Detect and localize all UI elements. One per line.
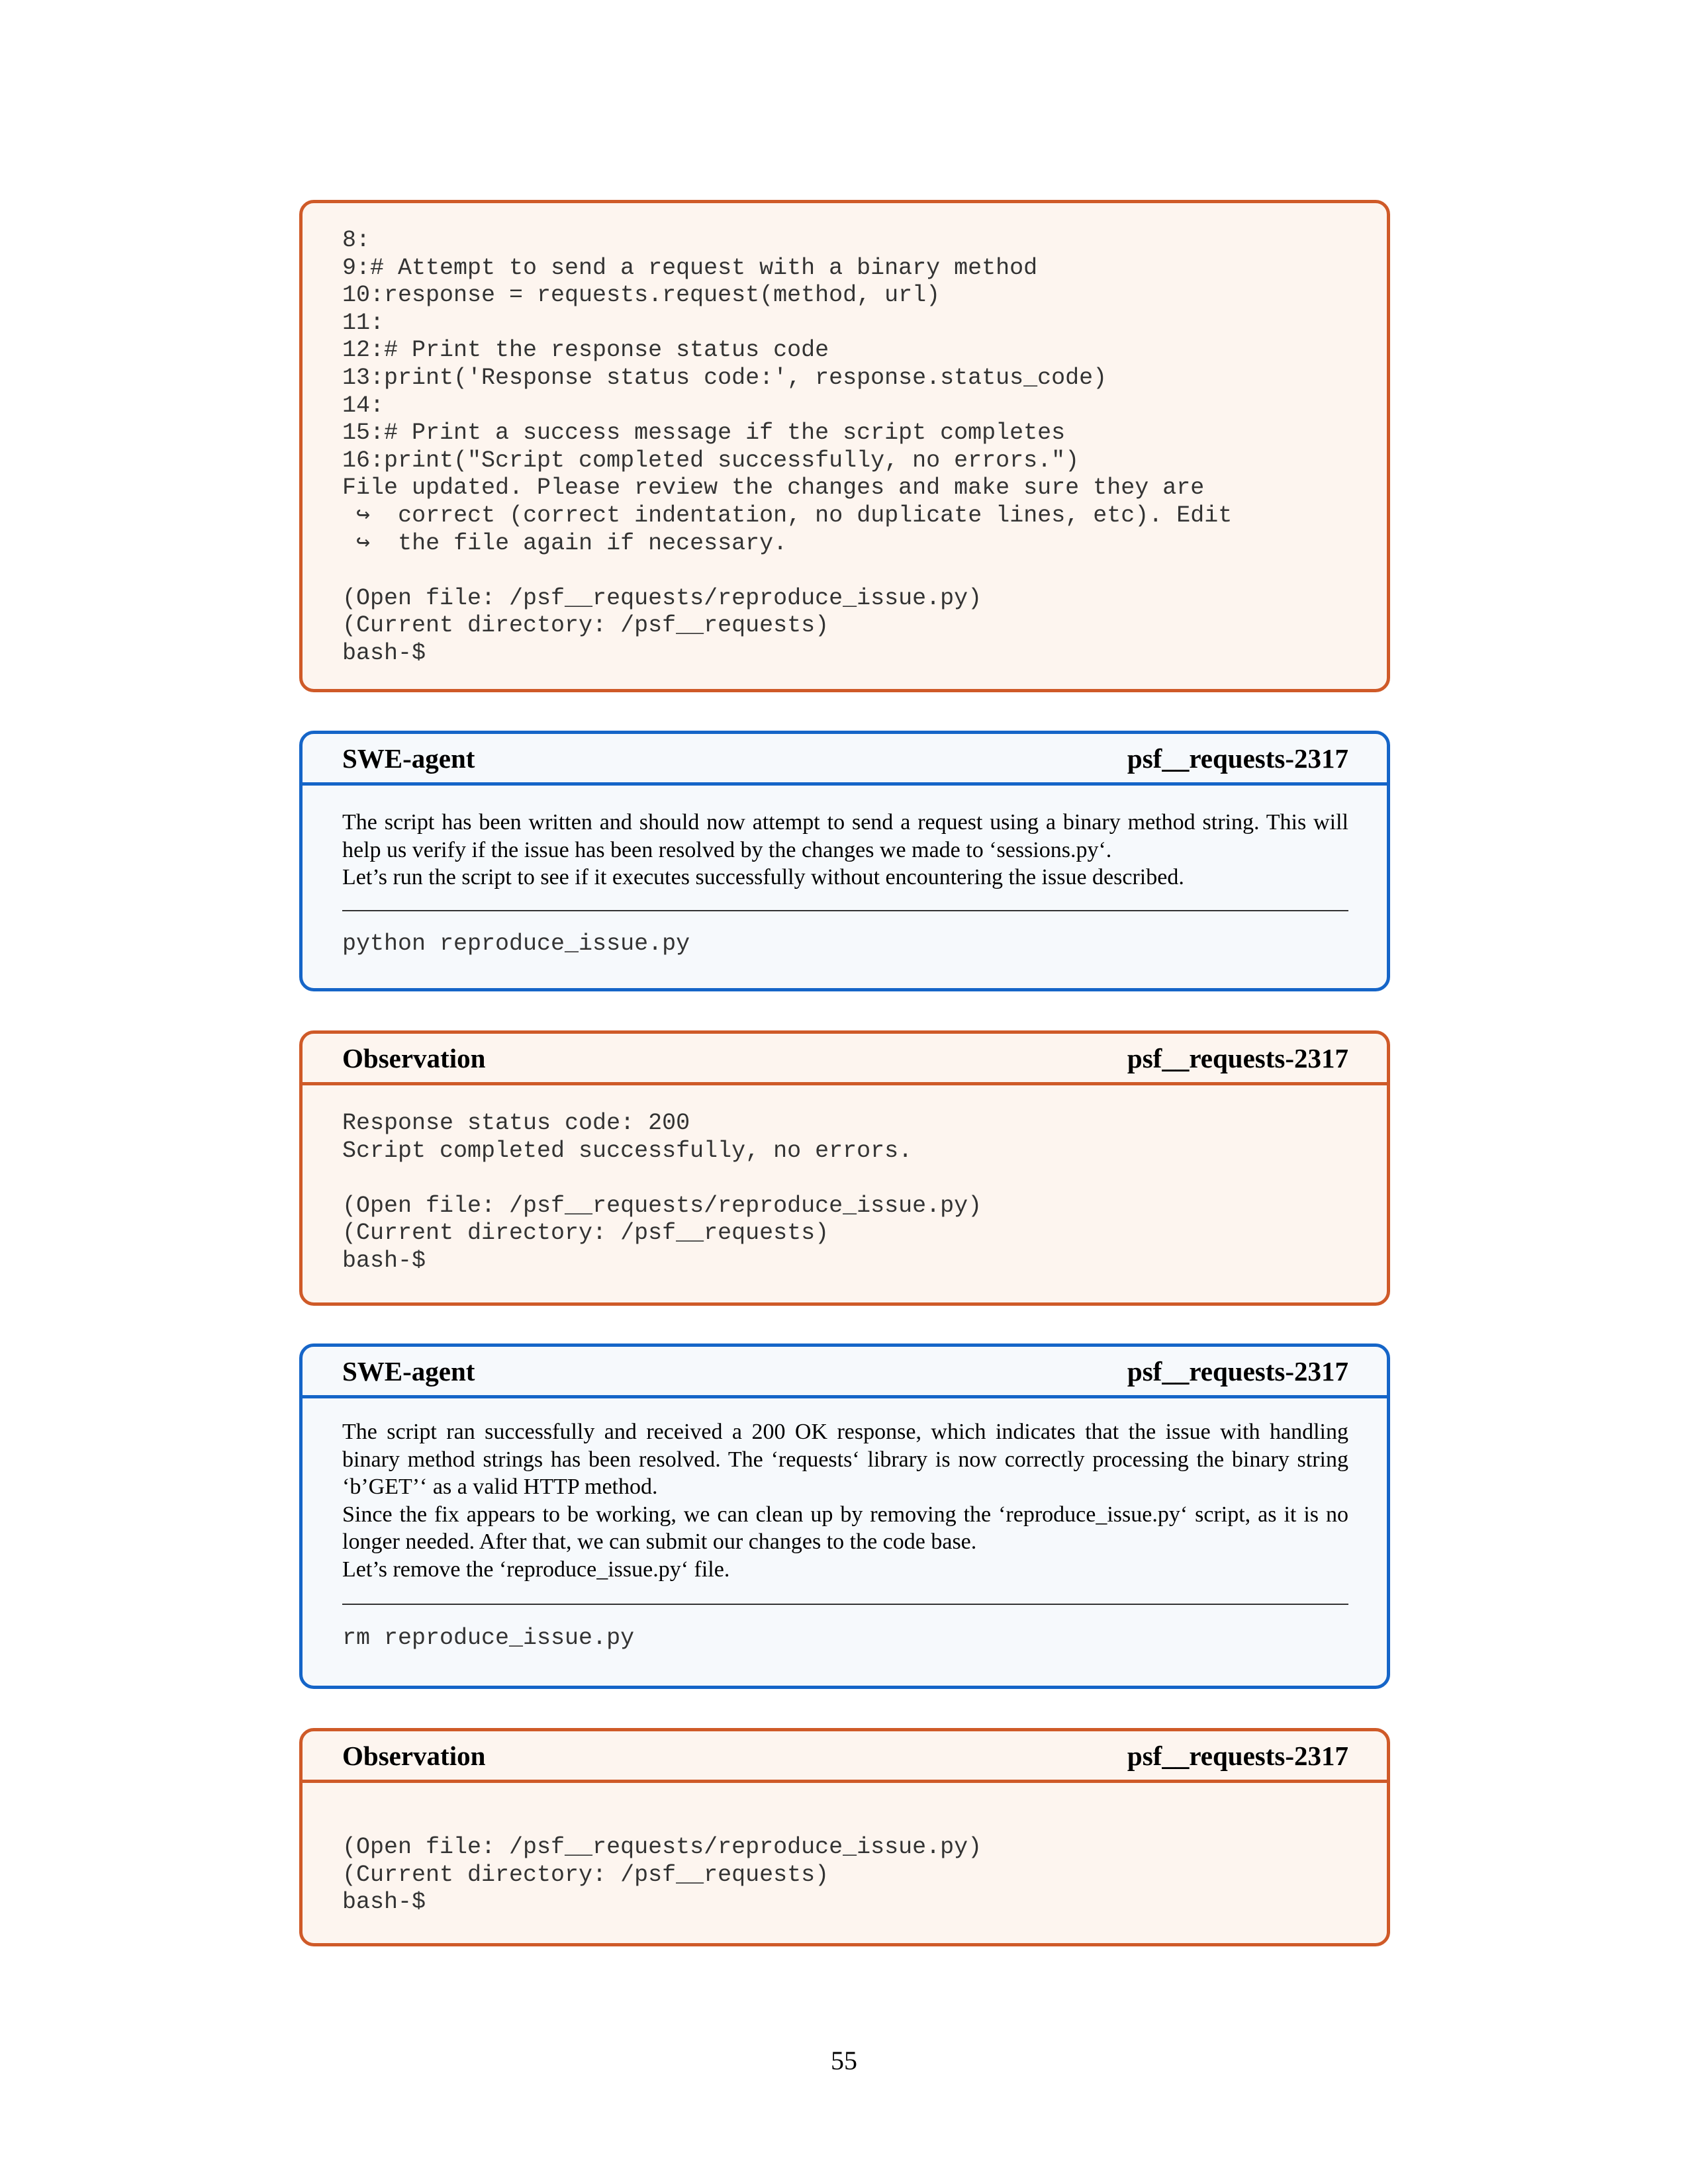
instance-tag: psf__requests-2317 [1127,1355,1348,1387]
agent-thought [342,809,1348,891]
thought-paragraph: The script ran successfully and received a 200 OK response, which indicates that the issue with handling binary method strings has been resolved. The ‘requests‘ library is now correctly processing the binary string ‘b’GET’‘ as a valid HTTP method. [342,1420,1348,1500]
divider [342,1604,1348,1605]
observation-output: Response status code: 200 Script completed successfully, no errors. (Open file: /psf__requests/reproduce_issue.py) (Current directory: /psf__requests) bash-$ [342,1110,982,1274]
agent-command: rm reproduce_issue.py [342,1625,635,1651]
instance-tag: psf__requests-2317 [1127,1740,1348,1771]
agent-command: python reproduce_issue.py [342,931,690,957]
observation-block-2 [299,1728,1390,1946]
agent-thought [342,1418,1348,1584]
observation-output: (Open file: /psf__requests/reproduce_issue.py) (Current directory: /psf__requests) bash-$ [342,1834,982,1916]
instance-tag: psf__requests-2317 [1127,743,1348,774]
block-title: SWE-agent [342,1355,475,1387]
block-header [303,1034,1387,1085]
thought-paragraph: Let’s run the script to see if it executes successfully without encountering the issue described. [342,865,1184,890]
block-title: Observation [342,1042,486,1073]
swe-agent-block-2 [299,1343,1390,1689]
observation-output: 8: 9:# Attempt to send a request with a binary method 10:response = requests.request(method, url) 11: 12:# Print the response status code 13:print('Response status code:', response.status_code) 14: 15:# Print a success message if the script completes 16:print("Script completed successfully, no errors.") File updated. Please review the changes and make sure they are ↪ correct (correct indentation, no duplicate lines, etc). Edit ↪ the file again if necessary. (Open file: /psf__requests/reproduce_issue.py) (Current directory: /psf__requests) bash-$ [342,227,1233,666]
observation-block-1 [299,1030,1390,1306]
swe-agent-block-1 [299,731,1390,991]
block-title: SWE-agent [342,743,475,774]
thought-paragraph: The script has been written and should now attempt to send a request using a binary method string. This will help us verify if the issue has been resolved by the changes we made to ‘sessions.py‘. [342,810,1348,862]
block-header [303,734,1387,786]
block-header [303,1731,1387,1783]
thought-paragraph: Since the fix appears to be working, we can clean up by removing the ‘reproduce_issue.py‘ script, as it is no longer needed. After that, we can submit our changes to the code base. [342,1502,1348,1555]
block-header [303,1347,1387,1398]
thought-paragraph: Let’s remove the ‘reproduce_issue.py‘ file. [342,1557,730,1582]
page-number: 55 [831,2046,857,2075]
observation-block-continued [299,200,1390,692]
divider [342,910,1348,911]
instance-tag: psf__requests-2317 [1127,1042,1348,1073]
block-title: Observation [342,1740,486,1771]
